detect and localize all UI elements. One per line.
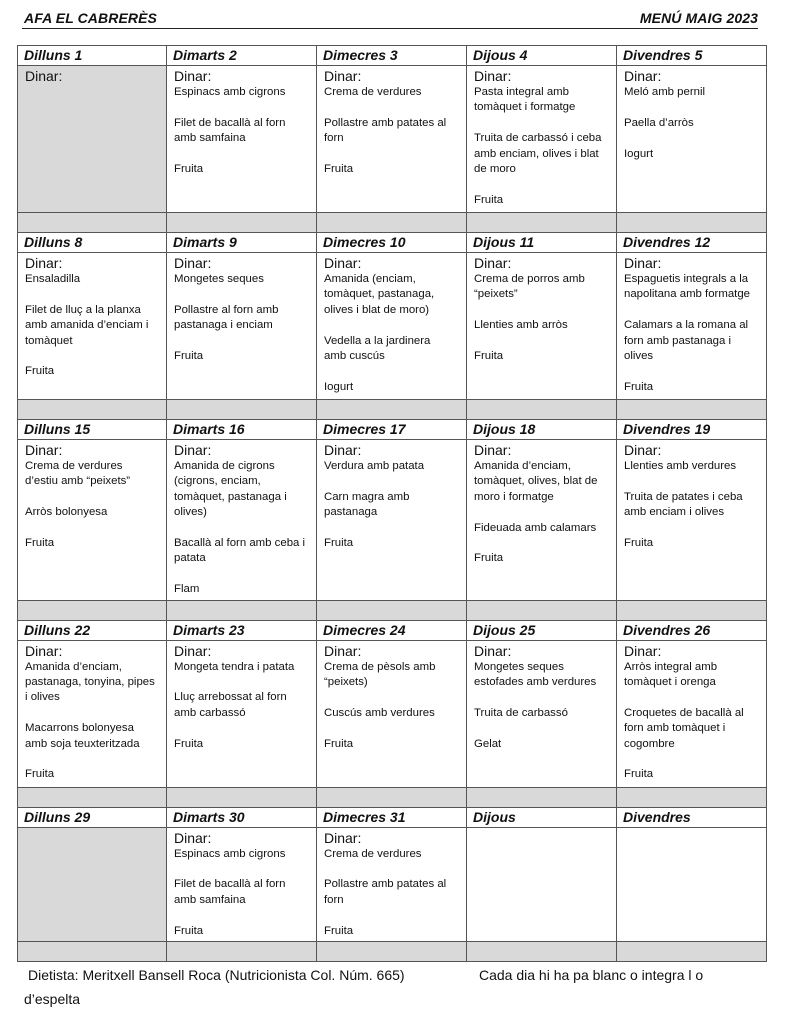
school-name: AFA EL CABRERÈS bbox=[24, 10, 157, 26]
course-spacer bbox=[174, 567, 311, 582]
dish-line: Espinacs amb cigrons bbox=[174, 86, 286, 98]
dish-line: amb soja teuxteritzada bbox=[25, 737, 140, 750]
separator-cell bbox=[167, 400, 317, 420]
day-menu-cell bbox=[317, 827, 467, 941]
course-spacer bbox=[324, 474, 461, 489]
course-spacer bbox=[324, 862, 461, 877]
lunch-label: Dinar: bbox=[324, 255, 362, 271]
dish-line: Arròs integral amb bbox=[624, 660, 718, 673]
week-header-row bbox=[18, 807, 767, 827]
dish-line: Pasta integral amb bbox=[474, 86, 569, 98]
day-menu-cell bbox=[18, 640, 167, 787]
day-header: Divendres 26 bbox=[617, 620, 767, 640]
separator-cell bbox=[467, 942, 617, 962]
week-separator-row bbox=[18, 213, 767, 233]
day-menu-cell bbox=[167, 253, 317, 400]
day-menu-cell bbox=[167, 640, 317, 787]
course-spacer bbox=[25, 521, 161, 536]
dish-line: Fruita bbox=[324, 537, 354, 549]
course-spacer bbox=[25, 706, 161, 721]
dish-line: Fruita bbox=[474, 552, 504, 565]
lunch-label: Dinar: bbox=[174, 255, 212, 271]
week-menu-row bbox=[18, 66, 767, 213]
day-header: Dimecres 17 bbox=[317, 420, 467, 440]
dish-line: Fruita bbox=[25, 365, 55, 378]
dish-line: forn amb tomàquet i bbox=[624, 722, 726, 735]
dish-line: Truita de carbassó i ceba bbox=[474, 132, 602, 145]
dish-line: pastanaga bbox=[324, 506, 378, 519]
dish-line: “peixets) bbox=[324, 676, 368, 689]
dish-line: Fruita bbox=[324, 737, 354, 750]
week-menu-row bbox=[18, 827, 767, 941]
document-header bbox=[22, 10, 758, 29]
dish-line: Cuscús amb verdures bbox=[324, 706, 435, 719]
dish-line: Fruita bbox=[25, 537, 55, 549]
dish-line: napolitana amb formatge bbox=[624, 288, 751, 301]
course-spacer bbox=[324, 690, 461, 705]
dish-line: amb carbassó bbox=[174, 706, 246, 719]
day-header: Dilluns 22 bbox=[18, 620, 167, 640]
dish-line: Carn magra amb bbox=[324, 490, 410, 503]
day-menu-cell bbox=[617, 66, 767, 213]
day-header: Dimarts 23 bbox=[167, 620, 317, 640]
dish-line: Fruita bbox=[324, 924, 354, 937]
dish-line: Filet de bacallà al forn bbox=[174, 878, 286, 891]
course-spacer bbox=[474, 303, 611, 318]
dish-line: Bacallà al forn amb ceba i bbox=[174, 537, 306, 550]
dish-line: olives) bbox=[174, 506, 207, 519]
day-header: Dimecres 3 bbox=[317, 46, 467, 66]
dietitian-note: Dietista: Meritxell Bansell Roca (Nutricionista Col. Núm. 665) bbox=[28, 967, 405, 983]
day-header: Dimarts 30 bbox=[167, 807, 317, 827]
dish-line: forn bbox=[324, 132, 344, 145]
course-spacer bbox=[174, 862, 311, 877]
day-header: Dijous 25 bbox=[467, 620, 617, 640]
day-menu-cell bbox=[617, 253, 767, 400]
day-menu-cell bbox=[467, 66, 617, 213]
dish-line: pastanaga, tonyina, pipes bbox=[25, 676, 155, 689]
day-menu-cell bbox=[467, 827, 617, 941]
day-menu-cell bbox=[18, 440, 167, 601]
day-menu-cell bbox=[18, 827, 167, 941]
dish-line: Amanida d’enciam, bbox=[474, 460, 571, 472]
course-spacer bbox=[624, 131, 761, 146]
dish-line: Fideuada amb calamars bbox=[474, 521, 597, 534]
separator-cell bbox=[617, 942, 767, 962]
week-menu-row bbox=[18, 640, 767, 787]
day-header: Dilluns 1 bbox=[18, 46, 167, 66]
dish-line: tomàquet i orenga bbox=[624, 676, 716, 689]
dish-line: patata bbox=[174, 552, 206, 565]
dish-line: (cigrons, enciam, bbox=[174, 475, 261, 488]
dish-line: Mongetes seques bbox=[474, 660, 564, 673]
dish-line: “peixets” bbox=[474, 288, 518, 301]
course-spacer bbox=[324, 521, 461, 536]
course-spacer bbox=[624, 303, 761, 318]
separator-cell bbox=[317, 400, 467, 420]
lunch-label: Dinar: bbox=[324, 442, 362, 458]
lunch-label: Dinar: bbox=[25, 68, 63, 84]
dish-line: Flam bbox=[174, 583, 200, 596]
course-spacer bbox=[324, 147, 461, 162]
dish-line: Crema de verdures bbox=[324, 86, 422, 98]
course-spacer bbox=[174, 521, 311, 536]
day-header: Dilluns 15 bbox=[18, 420, 167, 440]
week-separator-row bbox=[18, 400, 767, 420]
separator-cell bbox=[18, 942, 167, 962]
dish-line: Iogurt bbox=[324, 380, 354, 393]
dish-line: Fruita bbox=[174, 737, 204, 750]
day-menu-cell bbox=[467, 440, 617, 601]
separator-cell bbox=[18, 600, 167, 620]
lunch-label: Dinar: bbox=[324, 642, 362, 659]
dish-line: forn amb pastanaga i bbox=[624, 334, 732, 347]
dish-line: Lluç arrebossat al forn bbox=[174, 691, 287, 704]
lunch-label: Dinar: bbox=[624, 442, 662, 458]
dish-line: Fruita bbox=[624, 768, 654, 781]
course-spacer bbox=[324, 318, 461, 333]
course-spacer bbox=[624, 521, 761, 536]
dish-line: amb amanida d’enciam i bbox=[25, 319, 149, 332]
day-header: Dijous bbox=[467, 807, 617, 827]
separator-cell bbox=[467, 600, 617, 620]
course-spacer bbox=[624, 752, 761, 767]
dish-line: tomàquet, pastanaga i bbox=[174, 490, 287, 503]
day-menu-cell bbox=[467, 253, 617, 400]
dish-line: Arròs bolonyesa bbox=[25, 506, 108, 519]
separator-cell bbox=[167, 942, 317, 962]
week-separator-row bbox=[18, 600, 767, 620]
lunch-label: Dinar: bbox=[25, 255, 63, 271]
course-spacer bbox=[174, 908, 311, 923]
dish-line: Fruita bbox=[174, 350, 204, 362]
dish-line: Mongeta tendra i patata bbox=[174, 660, 295, 673]
separator-cell bbox=[317, 787, 467, 807]
day-header: Divendres 12 bbox=[617, 233, 767, 253]
dish-line: Amanida (enciam, bbox=[324, 273, 416, 285]
day-menu-cell bbox=[18, 253, 167, 400]
day-header: Dijous 18 bbox=[467, 420, 617, 440]
lunch-label: Dinar: bbox=[624, 642, 662, 659]
day-header: Dimarts 16 bbox=[167, 420, 317, 440]
dish-line: Llenties amb verdures bbox=[624, 460, 737, 472]
lunch-label: Dinar: bbox=[174, 442, 212, 458]
dish-line: tomàquet, olives, blat de bbox=[474, 475, 598, 488]
day-menu-cell bbox=[167, 440, 317, 601]
dish-line: amb enciam i olives bbox=[624, 506, 725, 519]
course-spacer bbox=[624, 100, 761, 115]
dish-line: Verdura amb patata bbox=[324, 460, 425, 472]
separator-cell bbox=[317, 600, 467, 620]
course-spacer bbox=[174, 287, 311, 302]
dish-line: amb enciam, olives i blat bbox=[474, 147, 599, 160]
dish-line: estofades amb verdures bbox=[474, 676, 597, 689]
dish-line: Pollastre al forn amb bbox=[174, 303, 279, 316]
dish-line: Espinacs amb cigrons bbox=[174, 847, 286, 860]
lunch-label: Dinar: bbox=[25, 442, 63, 458]
course-spacer bbox=[624, 474, 761, 489]
day-menu-cell bbox=[317, 253, 467, 400]
day-header: Dimarts 9 bbox=[167, 233, 317, 253]
dish-line: tomàquet bbox=[25, 334, 73, 347]
bread-note: Cada dia hi ha pa blanc o integra l o bbox=[479, 967, 704, 983]
course-spacer bbox=[174, 334, 311, 349]
dish-line: i olives bbox=[25, 691, 60, 704]
course-spacer bbox=[474, 177, 611, 192]
course-spacer bbox=[474, 536, 611, 551]
dish-line: Ensaladilla bbox=[25, 273, 81, 285]
dish-line: pastanaga i enciam bbox=[174, 319, 273, 332]
separator-cell bbox=[467, 400, 617, 420]
course-spacer bbox=[474, 690, 611, 705]
week-separator-row bbox=[18, 787, 767, 807]
dish-line: Crema de porros amb bbox=[474, 273, 585, 285]
day-menu-cell bbox=[617, 827, 767, 941]
dish-line: Espaguetis integrals a la bbox=[624, 273, 749, 285]
dish-line: Mongetes seques bbox=[174, 273, 264, 285]
dish-line: olives bbox=[624, 350, 654, 363]
dish-line: Calamars a la romana al bbox=[624, 319, 749, 332]
dish-line: amb samfaina bbox=[174, 132, 246, 145]
course-spacer bbox=[474, 505, 611, 520]
day-header: Dimecres 10 bbox=[317, 233, 467, 253]
dish-line: Fruita bbox=[174, 163, 204, 175]
dish-line: Crema de pèsols amb bbox=[324, 660, 436, 673]
day-header: Divendres bbox=[617, 807, 767, 827]
day-menu-cell bbox=[467, 640, 617, 787]
dish-line: Fruita bbox=[474, 193, 504, 206]
lunch-label: Dinar: bbox=[324, 68, 362, 84]
day-header: Divendres 19 bbox=[617, 420, 767, 440]
bread-note-continued: d’espelta bbox=[24, 991, 81, 1007]
separator-cell bbox=[167, 787, 317, 807]
separator-cell bbox=[617, 600, 767, 620]
course-spacer bbox=[324, 721, 461, 736]
separator-cell bbox=[18, 213, 167, 233]
separator-cell bbox=[18, 787, 167, 807]
course-spacer bbox=[174, 147, 311, 162]
week-header-row bbox=[18, 46, 767, 66]
dish-line: Pollastre amb patates al bbox=[324, 878, 447, 891]
dish-line: Truita de patates i ceba bbox=[624, 490, 743, 503]
day-header: Divendres 5 bbox=[617, 46, 767, 66]
dish-line: Amanida d’enciam, bbox=[25, 660, 122, 673]
course-spacer bbox=[25, 752, 161, 767]
separator-cell bbox=[317, 942, 467, 962]
dish-line: Fruita bbox=[174, 924, 204, 937]
separator-cell bbox=[18, 400, 167, 420]
dish-line: Fruita bbox=[25, 768, 55, 781]
lunch-label: Dinar: bbox=[174, 829, 212, 846]
separator-cell bbox=[167, 213, 317, 233]
dish-line: Crema de verdures bbox=[324, 847, 422, 860]
dish-line: Fruita bbox=[474, 350, 504, 362]
course-spacer bbox=[25, 349, 161, 364]
separator-cell bbox=[617, 400, 767, 420]
dish-line: Truita de carbassó bbox=[474, 706, 568, 719]
course-spacer bbox=[324, 100, 461, 115]
lunch-label: Dinar: bbox=[474, 68, 512, 84]
dish-line: Gelat bbox=[474, 737, 502, 750]
lunch-label: Dinar: bbox=[474, 442, 512, 458]
separator-cell bbox=[317, 213, 467, 233]
dish-line: Amanida de cigrons bbox=[174, 460, 275, 472]
dish-line: moro i formatge bbox=[474, 490, 554, 503]
day-header: Dijous 4 bbox=[467, 46, 617, 66]
footer bbox=[24, 963, 764, 1011]
dish-line: Fruita bbox=[624, 537, 654, 549]
lunch-label: Dinar: bbox=[25, 642, 63, 659]
dish-line: tomàquet, pastanaga, bbox=[324, 288, 435, 301]
dish-line: Fruita bbox=[624, 380, 654, 393]
separator-cell bbox=[467, 213, 617, 233]
day-header: Dimecres 24 bbox=[317, 620, 467, 640]
dish-line: tomàquet i formatge bbox=[474, 101, 576, 114]
week-header-row bbox=[18, 233, 767, 253]
week-header-row bbox=[18, 620, 767, 640]
lunch-label: Dinar: bbox=[324, 829, 362, 846]
course-spacer bbox=[174, 100, 311, 115]
dish-line: Pollastre amb patates al bbox=[324, 116, 447, 129]
course-spacer bbox=[324, 908, 461, 923]
dish-line: Llenties amb arròs bbox=[474, 319, 568, 332]
day-header: Dijous 11 bbox=[467, 233, 617, 253]
week-separator-row bbox=[18, 942, 767, 962]
lunch-label: Dinar: bbox=[624, 68, 662, 84]
dish-line: Filet de bacallà al forn bbox=[174, 116, 286, 129]
dish-line: Fruita bbox=[324, 163, 354, 175]
day-header: Dilluns 29 bbox=[18, 807, 167, 827]
lunch-label: Dinar: bbox=[474, 642, 512, 659]
course-spacer bbox=[624, 690, 761, 705]
dish-line: Paella d’arròs bbox=[624, 116, 694, 129]
separator-cell bbox=[617, 213, 767, 233]
lunch-label: Dinar: bbox=[624, 255, 662, 271]
separator-cell bbox=[467, 787, 617, 807]
dish-line: Crema de verdures bbox=[25, 460, 123, 472]
day-menu-cell bbox=[18, 66, 167, 213]
day-menu-cell bbox=[167, 66, 317, 213]
course-spacer bbox=[474, 721, 611, 736]
week-menu-row bbox=[18, 440, 767, 601]
course-spacer bbox=[25, 490, 161, 505]
lunch-label: Dinar: bbox=[174, 642, 212, 659]
dish-line: Filet de lluç a la planxa bbox=[25, 303, 141, 316]
dish-line: cogombre bbox=[624, 737, 675, 750]
course-spacer bbox=[25, 287, 161, 302]
course-spacer bbox=[174, 721, 311, 736]
course-spacer bbox=[324, 364, 461, 379]
dish-line: Croquetes de bacallà al bbox=[624, 706, 744, 719]
day-header: Dimecres 31 bbox=[317, 807, 467, 827]
week-header-row bbox=[18, 420, 767, 440]
dish-line: d’estiu amb “peixets” bbox=[25, 475, 131, 488]
week-menu-row bbox=[18, 253, 767, 400]
day-header: Dilluns 8 bbox=[18, 233, 167, 253]
lunch-label: Dinar: bbox=[174, 68, 212, 84]
dish-line: Meló amb pernil bbox=[624, 86, 706, 98]
dish-line: olives i blat de moro) bbox=[324, 303, 430, 316]
course-spacer bbox=[474, 116, 611, 131]
day-menu-cell bbox=[617, 640, 767, 787]
day-menu-cell bbox=[617, 440, 767, 601]
lunch-label: Dinar: bbox=[474, 255, 512, 271]
course-spacer bbox=[474, 334, 611, 349]
course-spacer bbox=[624, 364, 761, 379]
dish-line: de moro bbox=[474, 163, 516, 176]
day-menu-cell bbox=[317, 440, 467, 601]
separator-cell bbox=[617, 787, 767, 807]
menu-title: MENÚ MAIG 2023 bbox=[639, 10, 758, 26]
day-menu-cell bbox=[167, 827, 317, 941]
dish-line: Vedella a la jardinera bbox=[324, 334, 431, 347]
separator-cell bbox=[167, 600, 317, 620]
day-header: Dimarts 2 bbox=[167, 46, 317, 66]
dish-line: amb samfaina bbox=[174, 893, 246, 906]
day-menu-cell bbox=[317, 66, 467, 213]
dish-line: Iogurt bbox=[624, 147, 654, 160]
dish-line: amb cuscús bbox=[324, 350, 385, 363]
menu-table bbox=[17, 45, 767, 962]
day-menu-cell bbox=[317, 640, 467, 787]
course-spacer bbox=[174, 675, 311, 690]
dish-line: forn bbox=[324, 893, 344, 906]
dish-line: Macarrons bolonyesa bbox=[25, 722, 134, 735]
